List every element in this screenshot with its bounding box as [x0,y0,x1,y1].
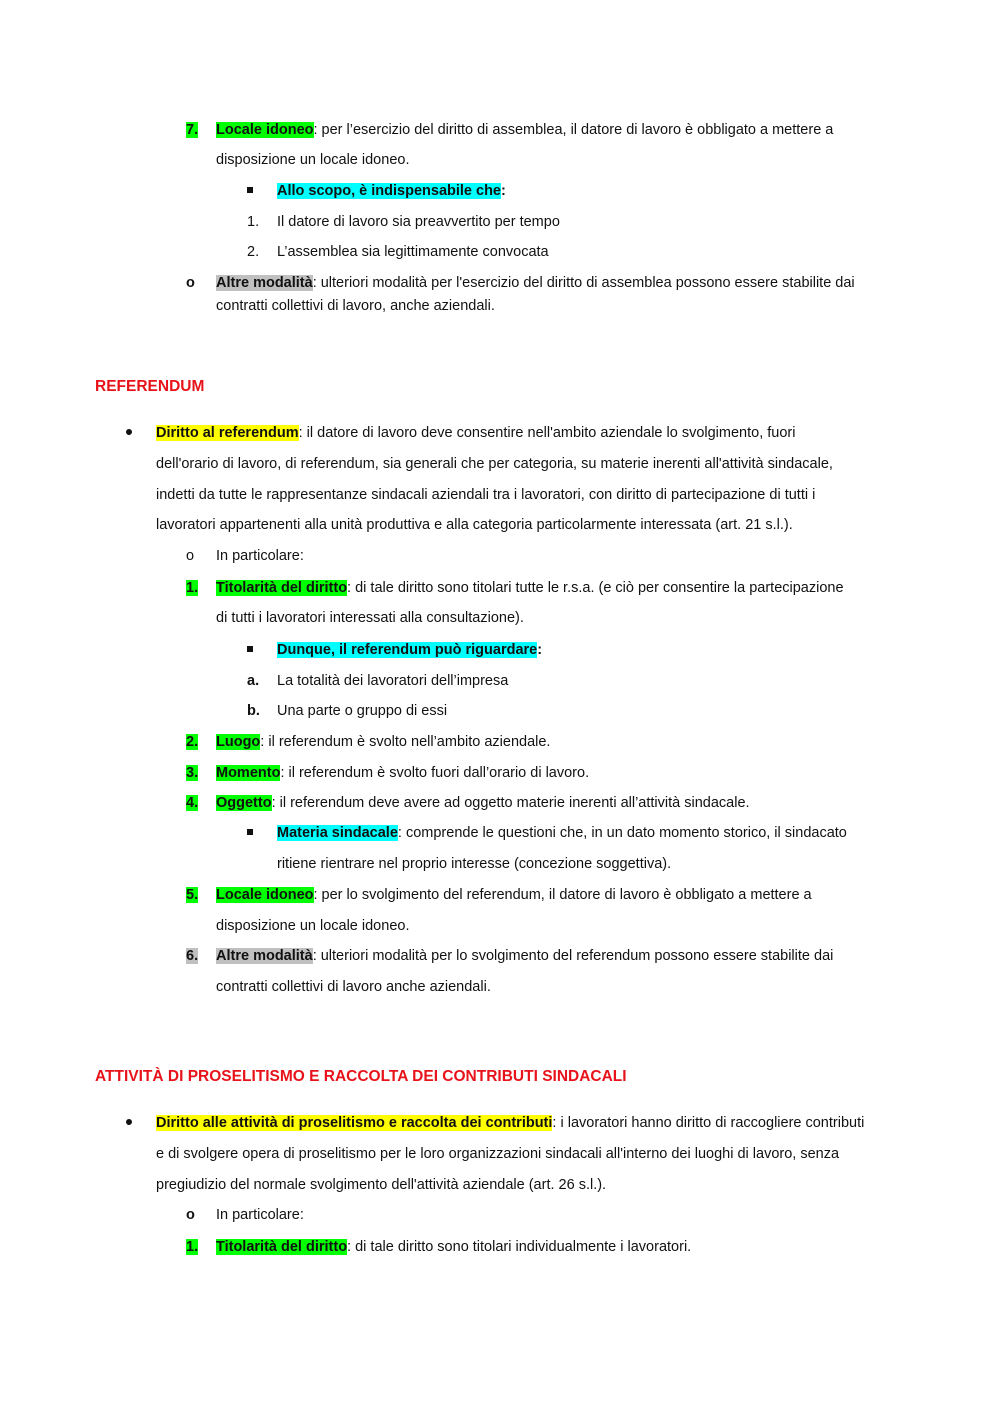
list-item: Titolarità del diritto: di tale diritto sono titolari tutte le r.s.a. (e ciò per consentire la partecipazione [216,580,844,596]
square-bullet-icon [247,823,253,843]
list-marker: 4. [186,795,199,811]
list-item-continuation: disposizione un locale idoneo. [216,152,410,168]
paragraph-line: pregiudizio del normale svolgimento dell'attività aziendale (art. 26 s.l.). [156,1177,607,1193]
section-heading: REFERENDUM [95,378,205,395]
square-bullet-icon [247,640,253,660]
list-item: Locale idoneo: per l’esercizio del diritto di assemblea, il datore di lavoro è obbligato a mettere a [216,122,834,138]
list-marker: o [186,548,195,564]
list-item-continuation: ritiene rientrare nel proprio interesse (concezione soggettiva). [277,856,672,872]
highlighted-label: Materia sindacale [277,825,398,841]
highlighted-label: Locale idoneo [216,122,314,138]
highlighted-label: Oggetto [216,795,272,811]
list-item: Oggetto: il referendum deve avere ad oggetto materie inerenti all’attività sindacale. [216,795,750,811]
list-marker: 7. [186,122,199,138]
list-item: Titolarità del diritto: di tale diritto sono titolari individualmente i lavoratori. [216,1239,692,1255]
square-bullet-icon [247,181,253,201]
list-marker: a. [247,673,260,689]
list-marker: 5. [186,887,199,903]
list-item-continuation: contratti collettivi di lavoro anche aziendali. [216,979,491,995]
section-heading: ATTIVITÀ DI PROSELITISMO E RACCOLTA DEI CONTRIBUTI SINDACALI [95,1068,627,1085]
paragraph-line: lavoratori appartenenti alla unità produttiva e alla categoria particolarmente interessata (art. 21 s.l.). [156,517,793,533]
list-item: Materia sindacale: comprende le questioni che, in un dato momento storico, il sindacato [277,825,847,841]
highlighted-label: Luogo [216,734,261,750]
highlighted-label: Diritto al referendum [156,425,299,441]
list-marker: 3. [186,765,199,781]
list-item-continuation: disposizione un locale idoneo. [216,918,410,934]
list-marker: 1. [186,1239,199,1255]
list-marker: b. [247,703,260,719]
list-item: Il datore di lavoro sia preavvertito per tempo [277,214,560,230]
list-item: Dunque, il referendum può riguardare: [277,642,543,658]
paragraph-line: dell'orario di lavoro, di referendum, sia generali che per categoria, su materie inerenti all'attività sindacale, [156,456,833,472]
bullet-icon [126,423,132,443]
list-marker: o [186,275,195,291]
highlighted-label: Titolarità del diritto [216,580,348,596]
list-item: Allo scopo, è indispensabile che: [277,183,506,199]
list-item: Altre modalità: ulteriori modalità per l'esercizio del diritto di assemblea possono essere stabilite dai [216,275,855,291]
list-item: Momento: il referendum è svolto fuori dall’orario di lavoro. [216,765,590,781]
list-item: Una parte o gruppo di essi [277,703,448,719]
highlighted-label: Allo scopo, è indispensabile che [277,183,501,199]
list-marker: 2. [247,244,260,260]
list-item: La totalità dei lavoratori dell’impresa [277,673,509,689]
highlighted-label: Altre modalità [216,948,313,964]
list-item: Locale idoneo: per lo svolgimento del referendum, il datore di lavoro è obbligato a mettere a [216,887,812,903]
list-marker: 1. [247,214,260,230]
list-item: Altre modalità: ulteriori modalità per lo svolgimento del referendum possono essere stabilite dai [216,948,834,964]
highlighted-label: Diritto alle attività di proselitismo e raccolta dei contributi [156,1115,553,1131]
list-item-continuation: di tutti i lavoratori interessati alla consultazione). [216,610,524,626]
list-item: L’assemblea sia legittimamente convocata [277,244,549,260]
list-marker: 1. [186,580,199,596]
list-item: In particolare: [216,1207,304,1223]
highlighted-label: Locale idoneo [216,887,314,903]
list-item: In particolare: [216,548,304,564]
list-marker: 2. [186,734,199,750]
highlighted-label: Titolarità del diritto [216,1239,348,1255]
paragraph-line: e di svolgere opera di proselitismo per le loro organizzazioni sindacali all'interno dei luoghi di lavoro, senza [156,1146,840,1162]
list-marker: 6. [186,948,199,964]
list-item: Luogo: il referendum è svolto nell’ambito aziendale. [216,734,551,750]
list-item-continuation: contratti collettivi di lavoro, anche aziendali. [216,298,495,314]
paragraph-line: Diritto al referendum: il datore di lavoro deve consentire nell'ambito aziendale lo svolgimento, fuori [156,425,796,441]
highlighted-label: Altre modalità [216,275,313,291]
paragraph-line: indetti da tutte le rappresentanze sindacali aziendali tra i lavoratori, con diritto di partecipazione di tutti i [156,487,816,503]
paragraph-line: Diritto alle attività di proselitismo e raccolta dei contributi: i lavoratori hanno diritto di raccogliere contributi [156,1115,865,1131]
highlighted-label: Momento [216,765,281,781]
list-marker: o [186,1207,195,1223]
bullet-icon [126,1113,132,1133]
highlighted-label: Dunque, il referendum può riguardare [277,642,538,658]
